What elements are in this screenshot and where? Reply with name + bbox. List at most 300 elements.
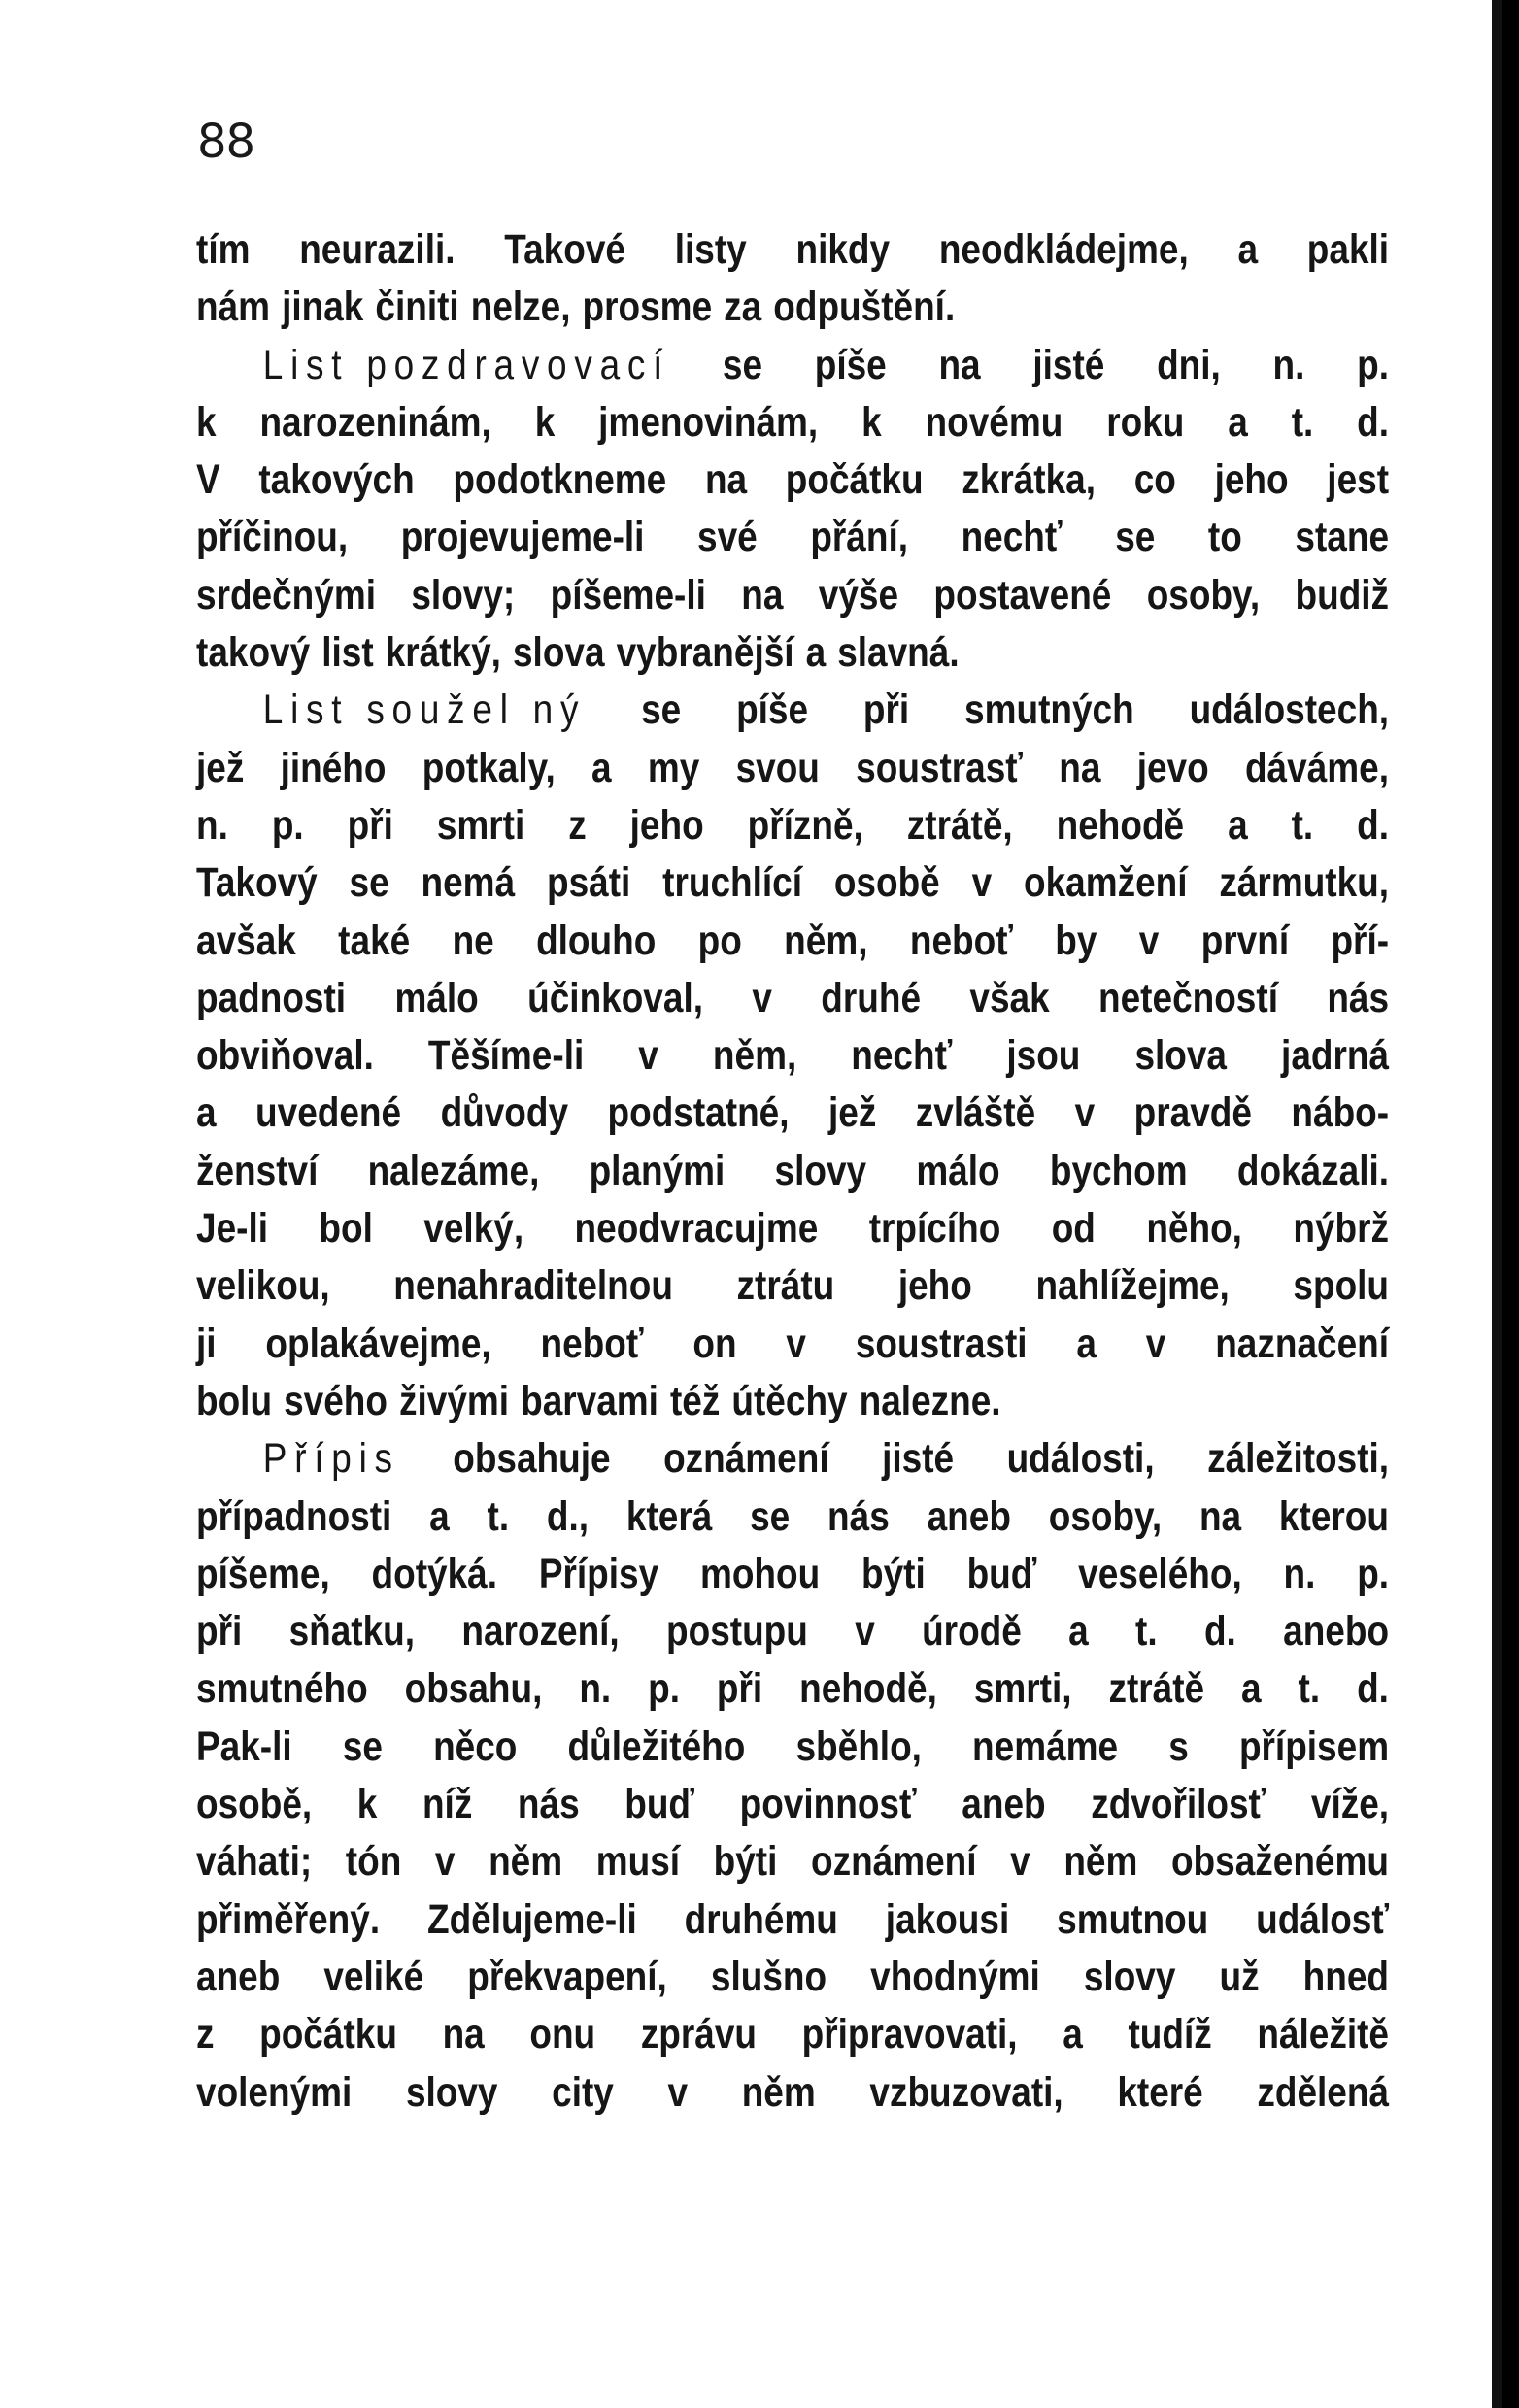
word: neboť [909, 917, 1013, 964]
word: se [342, 1722, 383, 1770]
word: zdvořilosť [1091, 1781, 1266, 1828]
word: Těšíme-li [427, 1032, 585, 1080]
word: velký, [423, 1205, 524, 1253]
text-line [196, 1603, 1389, 1660]
word: jevo [1136, 744, 1209, 791]
word: po [697, 917, 742, 964]
word: výše [818, 571, 899, 619]
text-line [196, 279, 1389, 336]
word: obsahuje [453, 1435, 611, 1483]
scan-edge [1502, 0, 1519, 2408]
word: a [1237, 226, 1259, 273]
word: to [1207, 514, 1242, 561]
word: d., [546, 1492, 590, 1540]
word: případnosti [196, 1492, 392, 1540]
text-line [196, 1949, 1389, 2006]
word: smutných [964, 686, 1134, 734]
word: na [704, 456, 748, 504]
word: a [1068, 1608, 1089, 1656]
word: něco [433, 1722, 518, 1770]
word: slova [1134, 1032, 1228, 1080]
word: anebo [1283, 1608, 1390, 1656]
word: veselého, [1078, 1550, 1242, 1597]
word: n. [196, 801, 228, 849]
word: od [1051, 1205, 1096, 1253]
word: na [1198, 1492, 1242, 1540]
word: okamžení [1024, 859, 1188, 907]
word: zdělená [1257, 2068, 1390, 2116]
word: Takový [196, 859, 318, 907]
word: slovy [1083, 1953, 1176, 2000]
word: nemáme [972, 1722, 1119, 1770]
word: málo [394, 974, 479, 1021]
word: jinak [282, 284, 364, 331]
word: jeho [629, 801, 704, 849]
word: zkrátka, [962, 456, 1097, 504]
word: krátký, [385, 629, 501, 677]
word: jeho [1214, 456, 1289, 504]
word: uvedené [255, 1089, 402, 1137]
word: a [1228, 801, 1248, 849]
word: činiti [375, 284, 459, 331]
text-line [196, 1660, 1389, 1718]
word: nechť [851, 1032, 953, 1080]
text-line [196, 1488, 1389, 1546]
word: podotkneme [453, 456, 667, 504]
word: aneb [927, 1492, 1011, 1540]
word: takových [258, 456, 415, 504]
word: v [1010, 1838, 1030, 1886]
word: a [1241, 1665, 1262, 1713]
word: připravovati, [801, 2011, 1018, 2058]
word: a [1076, 1320, 1097, 1367]
word: při [347, 801, 393, 849]
word: v [971, 859, 993, 907]
word: ztrátě, [906, 801, 1013, 849]
word: smrti, [973, 1665, 1072, 1713]
word: zvláště [915, 1089, 1036, 1137]
word: píše [736, 686, 809, 734]
word: slovy; [411, 571, 516, 619]
word: se [1115, 514, 1156, 561]
word: býti [713, 1838, 778, 1886]
word: nelze, [470, 284, 571, 331]
word: k [861, 398, 882, 446]
word: pakli [1306, 226, 1390, 273]
word: dotýká. [371, 1550, 498, 1597]
section-heading: List soužel ný [262, 686, 587, 734]
word: v [1074, 1089, 1096, 1137]
word: událosť [1256, 1895, 1390, 1943]
word: píšeme, [196, 1550, 330, 1597]
word: Zdělujeme-li [427, 1895, 637, 1943]
word: listy [674, 226, 747, 273]
text-line [196, 913, 1389, 970]
word: nehodě [1056, 801, 1185, 849]
word: postupu [666, 1608, 808, 1656]
text-line [196, 854, 1389, 912]
word: zprávu [640, 2011, 757, 2058]
word: sběhlo, [795, 1722, 922, 1770]
word: volenými [196, 2068, 353, 2116]
word: psáti [546, 859, 631, 907]
word: smrti [436, 801, 525, 849]
word: nikdy [795, 226, 891, 273]
word: v [667, 2068, 689, 2116]
word: počátku [785, 456, 924, 504]
word: novému [925, 398, 1063, 446]
word: t. [1291, 398, 1314, 446]
text-line [196, 624, 1389, 682]
word: a [1228, 398, 1248, 446]
text-line [196, 1373, 1389, 1430]
word: co [1133, 456, 1176, 504]
word: neodvracujme [574, 1205, 819, 1253]
text-line [196, 1833, 1389, 1890]
word: nalezáme, [367, 1147, 540, 1194]
word: slovy [405, 2068, 498, 2116]
word: osoby, [1146, 571, 1261, 619]
word: pří- [1331, 917, 1390, 964]
word: stane [1295, 514, 1390, 561]
word: v [434, 1838, 456, 1886]
text-line [196, 970, 1389, 1027]
word: z [568, 801, 587, 849]
text-line [196, 337, 1389, 394]
text-line [196, 740, 1389, 797]
word: Takové [504, 226, 625, 273]
word: a [591, 744, 612, 791]
word: n. [1272, 341, 1305, 388]
word: událostech, [1189, 686, 1390, 734]
word: onu [529, 2011, 596, 2058]
word: počátku [259, 2011, 397, 2058]
word: váhati; [196, 1838, 313, 1886]
word: barvami [521, 1377, 658, 1424]
word: vybranější [616, 629, 794, 677]
word: na [938, 341, 981, 388]
text-line [196, 797, 1389, 854]
word: slavná. [837, 629, 960, 677]
word: my [647, 744, 700, 791]
word: by [1055, 917, 1097, 964]
word: vhodnými [870, 1953, 1040, 2000]
word: druhému [684, 1895, 838, 1943]
word: oznámení [663, 1435, 829, 1483]
word: vzbuzovati, [869, 2068, 1063, 2116]
word: se [750, 1492, 791, 1540]
word: velikou, [196, 1262, 330, 1310]
word: smutnou [1057, 1895, 1209, 1943]
word: planými [589, 1147, 726, 1194]
word: druhé [821, 974, 922, 1021]
word: přípisem [1238, 1722, 1390, 1770]
word: důvody [440, 1089, 569, 1137]
word: náležitě [1257, 2011, 1390, 2058]
word: musí [595, 1838, 681, 1886]
word: budiž [1295, 571, 1390, 619]
word: jež [196, 744, 245, 791]
word: nás [1327, 974, 1390, 1021]
word: v [1138, 917, 1160, 964]
word: list [321, 629, 374, 677]
word: dni, [1157, 341, 1221, 388]
word: sňatku, [288, 1608, 416, 1656]
word: jsou [1006, 1032, 1081, 1080]
word: ztrátě [1108, 1665, 1205, 1713]
word: kterou [1278, 1492, 1389, 1540]
word: Přípisy [538, 1550, 659, 1597]
word: ženství [196, 1147, 319, 1194]
word: za [724, 284, 762, 331]
word: t. [1298, 1665, 1321, 1713]
word: události, [1006, 1435, 1155, 1483]
word: postavené [933, 571, 1112, 619]
word: bychom [1049, 1147, 1188, 1194]
word: útěchy [731, 1377, 848, 1424]
word: prosme [582, 284, 713, 331]
word: živými [399, 1377, 510, 1424]
word: veliké [323, 1953, 424, 2000]
text-line [196, 1430, 1389, 1488]
text-line [196, 1776, 1389, 1833]
word: truchlící [662, 859, 802, 907]
word: píše [814, 341, 887, 388]
word: úrodě [922, 1608, 1022, 1656]
text-line [196, 567, 1389, 624]
word: aneb [196, 1953, 281, 2000]
word: v [752, 974, 772, 1021]
word: níž [422, 1781, 473, 1828]
word: nábo- [1291, 1089, 1390, 1137]
word: V [196, 456, 220, 504]
page-number: 88 [197, 115, 255, 169]
word: však [969, 974, 1050, 1021]
text-line [196, 1027, 1389, 1085]
word: které [1117, 2068, 1203, 2116]
word: v [855, 1608, 875, 1656]
word: spolu [1293, 1262, 1390, 1310]
word: s [1168, 1722, 1189, 1770]
word: slova [512, 629, 605, 677]
word: takový [196, 629, 311, 677]
word: potkaly, [422, 744, 556, 791]
word: se [641, 686, 682, 734]
word: buď [966, 1550, 1037, 1597]
section-heading: List pozdravovací [262, 341, 671, 388]
word: naznačení [1215, 1320, 1390, 1367]
body-text [196, 221, 1390, 2122]
word: nenahraditelnou [393, 1262, 673, 1310]
word: něm [1063, 1838, 1138, 1886]
word: jadrná [1281, 1032, 1390, 1080]
word: a [196, 1089, 217, 1137]
word: svého [284, 1377, 388, 1424]
word: soustrasť [856, 744, 1024, 791]
text-line [196, 1316, 1389, 1373]
word: nám [196, 284, 271, 331]
word: bolu [196, 1377, 273, 1424]
word: p. [648, 1665, 680, 1713]
word: jakousi [885, 1895, 1010, 1943]
word: se [722, 341, 763, 388]
word: projevujeme-li [400, 514, 645, 561]
word: nahlížejme, [1035, 1262, 1230, 1310]
word: při [196, 1608, 243, 1656]
word: hned [1302, 1953, 1389, 2000]
word: při [716, 1665, 763, 1713]
word: soustrasti [855, 1320, 1028, 1367]
word: překvapení, [467, 1953, 667, 2000]
word: v [1145, 1320, 1166, 1367]
word: narozeninám, [259, 398, 491, 446]
word: něm, [712, 1032, 797, 1080]
word: jisté [1032, 341, 1105, 388]
word: slušno [710, 1953, 827, 2000]
word: něm [489, 1838, 563, 1886]
word: t. [1291, 801, 1314, 849]
word: něm [741, 2068, 816, 2116]
word: netečností [1098, 974, 1278, 1021]
word: účinkoval, [527, 974, 703, 1021]
word: dlouho [536, 917, 657, 964]
word: narození, [461, 1608, 620, 1656]
word: nalezne. [859, 1377, 1001, 1424]
text-line [196, 682, 1389, 739]
word: důležitého [567, 1722, 746, 1770]
word: povinnosť [739, 1781, 917, 1828]
word: ji [196, 1320, 217, 1367]
word: nehodě, [799, 1665, 937, 1713]
text-line [196, 1719, 1389, 1776]
text-line [196, 509, 1389, 566]
text-line [196, 1085, 1389, 1142]
word: na [442, 2011, 485, 2058]
word: něho, [1146, 1205, 1242, 1253]
word: přiměřený. [196, 1895, 381, 1943]
text-line [196, 2006, 1389, 2063]
word: jmenovinám, [598, 398, 819, 446]
word: tón [345, 1838, 402, 1886]
word: osobě, [196, 1781, 313, 1828]
word: neurazili. [299, 226, 456, 273]
word: se [349, 859, 389, 907]
text-line [196, 221, 1389, 279]
word: osoby, [1048, 1492, 1163, 1540]
word: příčinou, [196, 514, 349, 561]
word: pravdě [1133, 1089, 1252, 1137]
word: nýbrž [1293, 1205, 1389, 1253]
word: svou [735, 744, 820, 791]
word: jeho [897, 1262, 972, 1310]
word: a [429, 1492, 450, 1540]
word: ne [452, 917, 494, 964]
word: d. [1357, 801, 1390, 849]
word: obsaženému [1170, 1838, 1389, 1886]
word: padnosti [196, 974, 347, 1021]
word: k [534, 398, 556, 446]
word: nechť [961, 514, 1063, 561]
section-heading: Přípis [262, 1435, 400, 1483]
word: tudíž [1128, 2011, 1212, 2058]
word: nemá [421, 859, 516, 907]
word: buď [624, 1781, 695, 1828]
word: city [552, 2068, 614, 2116]
word: t. [487, 1492, 510, 1540]
word: býti [861, 1550, 926, 1597]
word: v [786, 1320, 806, 1367]
word: slovy [774, 1147, 867, 1194]
word: jisté [882, 1435, 955, 1483]
word: d. [1203, 1608, 1236, 1656]
text-line [196, 1546, 1389, 1603]
word: neboť [540, 1320, 644, 1367]
word: něm, [784, 917, 868, 964]
word: smutného [196, 1665, 368, 1713]
text-line [196, 1257, 1389, 1315]
word: první [1200, 917, 1290, 964]
word: na [741, 571, 784, 619]
text-line [196, 394, 1389, 452]
word: k [356, 1781, 378, 1828]
word: z [196, 2011, 215, 2058]
word: už [1219, 1953, 1260, 2000]
word: k [196, 398, 217, 446]
word: on [692, 1320, 737, 1367]
word: obviňoval. [196, 1032, 374, 1080]
text-line [196, 452, 1389, 509]
word: tím [196, 226, 251, 273]
word: aneb [962, 1781, 1046, 1828]
word: p. [1357, 1550, 1390, 1597]
word: na [1059, 744, 1101, 791]
word: t. [1135, 1608, 1158, 1656]
word: mohou [699, 1550, 821, 1597]
word: avšak [196, 917, 296, 964]
word: nás [827, 1492, 890, 1540]
word: neodkládejme, [938, 226, 1189, 273]
word: nás [517, 1781, 580, 1828]
word: osobě [833, 859, 940, 907]
word: přízně, [747, 801, 863, 849]
word: dáváme, [1244, 744, 1389, 791]
word: odpuštění. [773, 284, 956, 331]
word: která [625, 1492, 713, 1540]
word: oznámení [811, 1838, 977, 1886]
word: jest [1327, 456, 1390, 504]
word: p. [1357, 341, 1389, 388]
word: své [697, 514, 758, 561]
text-line [196, 1891, 1389, 1949]
word: také [338, 917, 411, 964]
word: při [862, 686, 910, 734]
word: jiného [280, 744, 387, 791]
word: obsahu, [404, 1665, 543, 1713]
word: jež [827, 1089, 877, 1137]
word: roku [1106, 398, 1185, 446]
text-line [196, 1200, 1389, 1257]
text-line [196, 2064, 1389, 2122]
word: trpícího [868, 1205, 1001, 1253]
word: Je-li [196, 1205, 269, 1253]
word: zármutku, [1219, 859, 1390, 907]
word: dokázali. [1236, 1147, 1390, 1194]
word: srdečnými [196, 571, 376, 619]
word: a [1063, 2011, 1083, 2058]
word: podstatné, [607, 1089, 790, 1137]
word: málo [916, 1147, 1000, 1194]
word: bol [319, 1205, 373, 1253]
